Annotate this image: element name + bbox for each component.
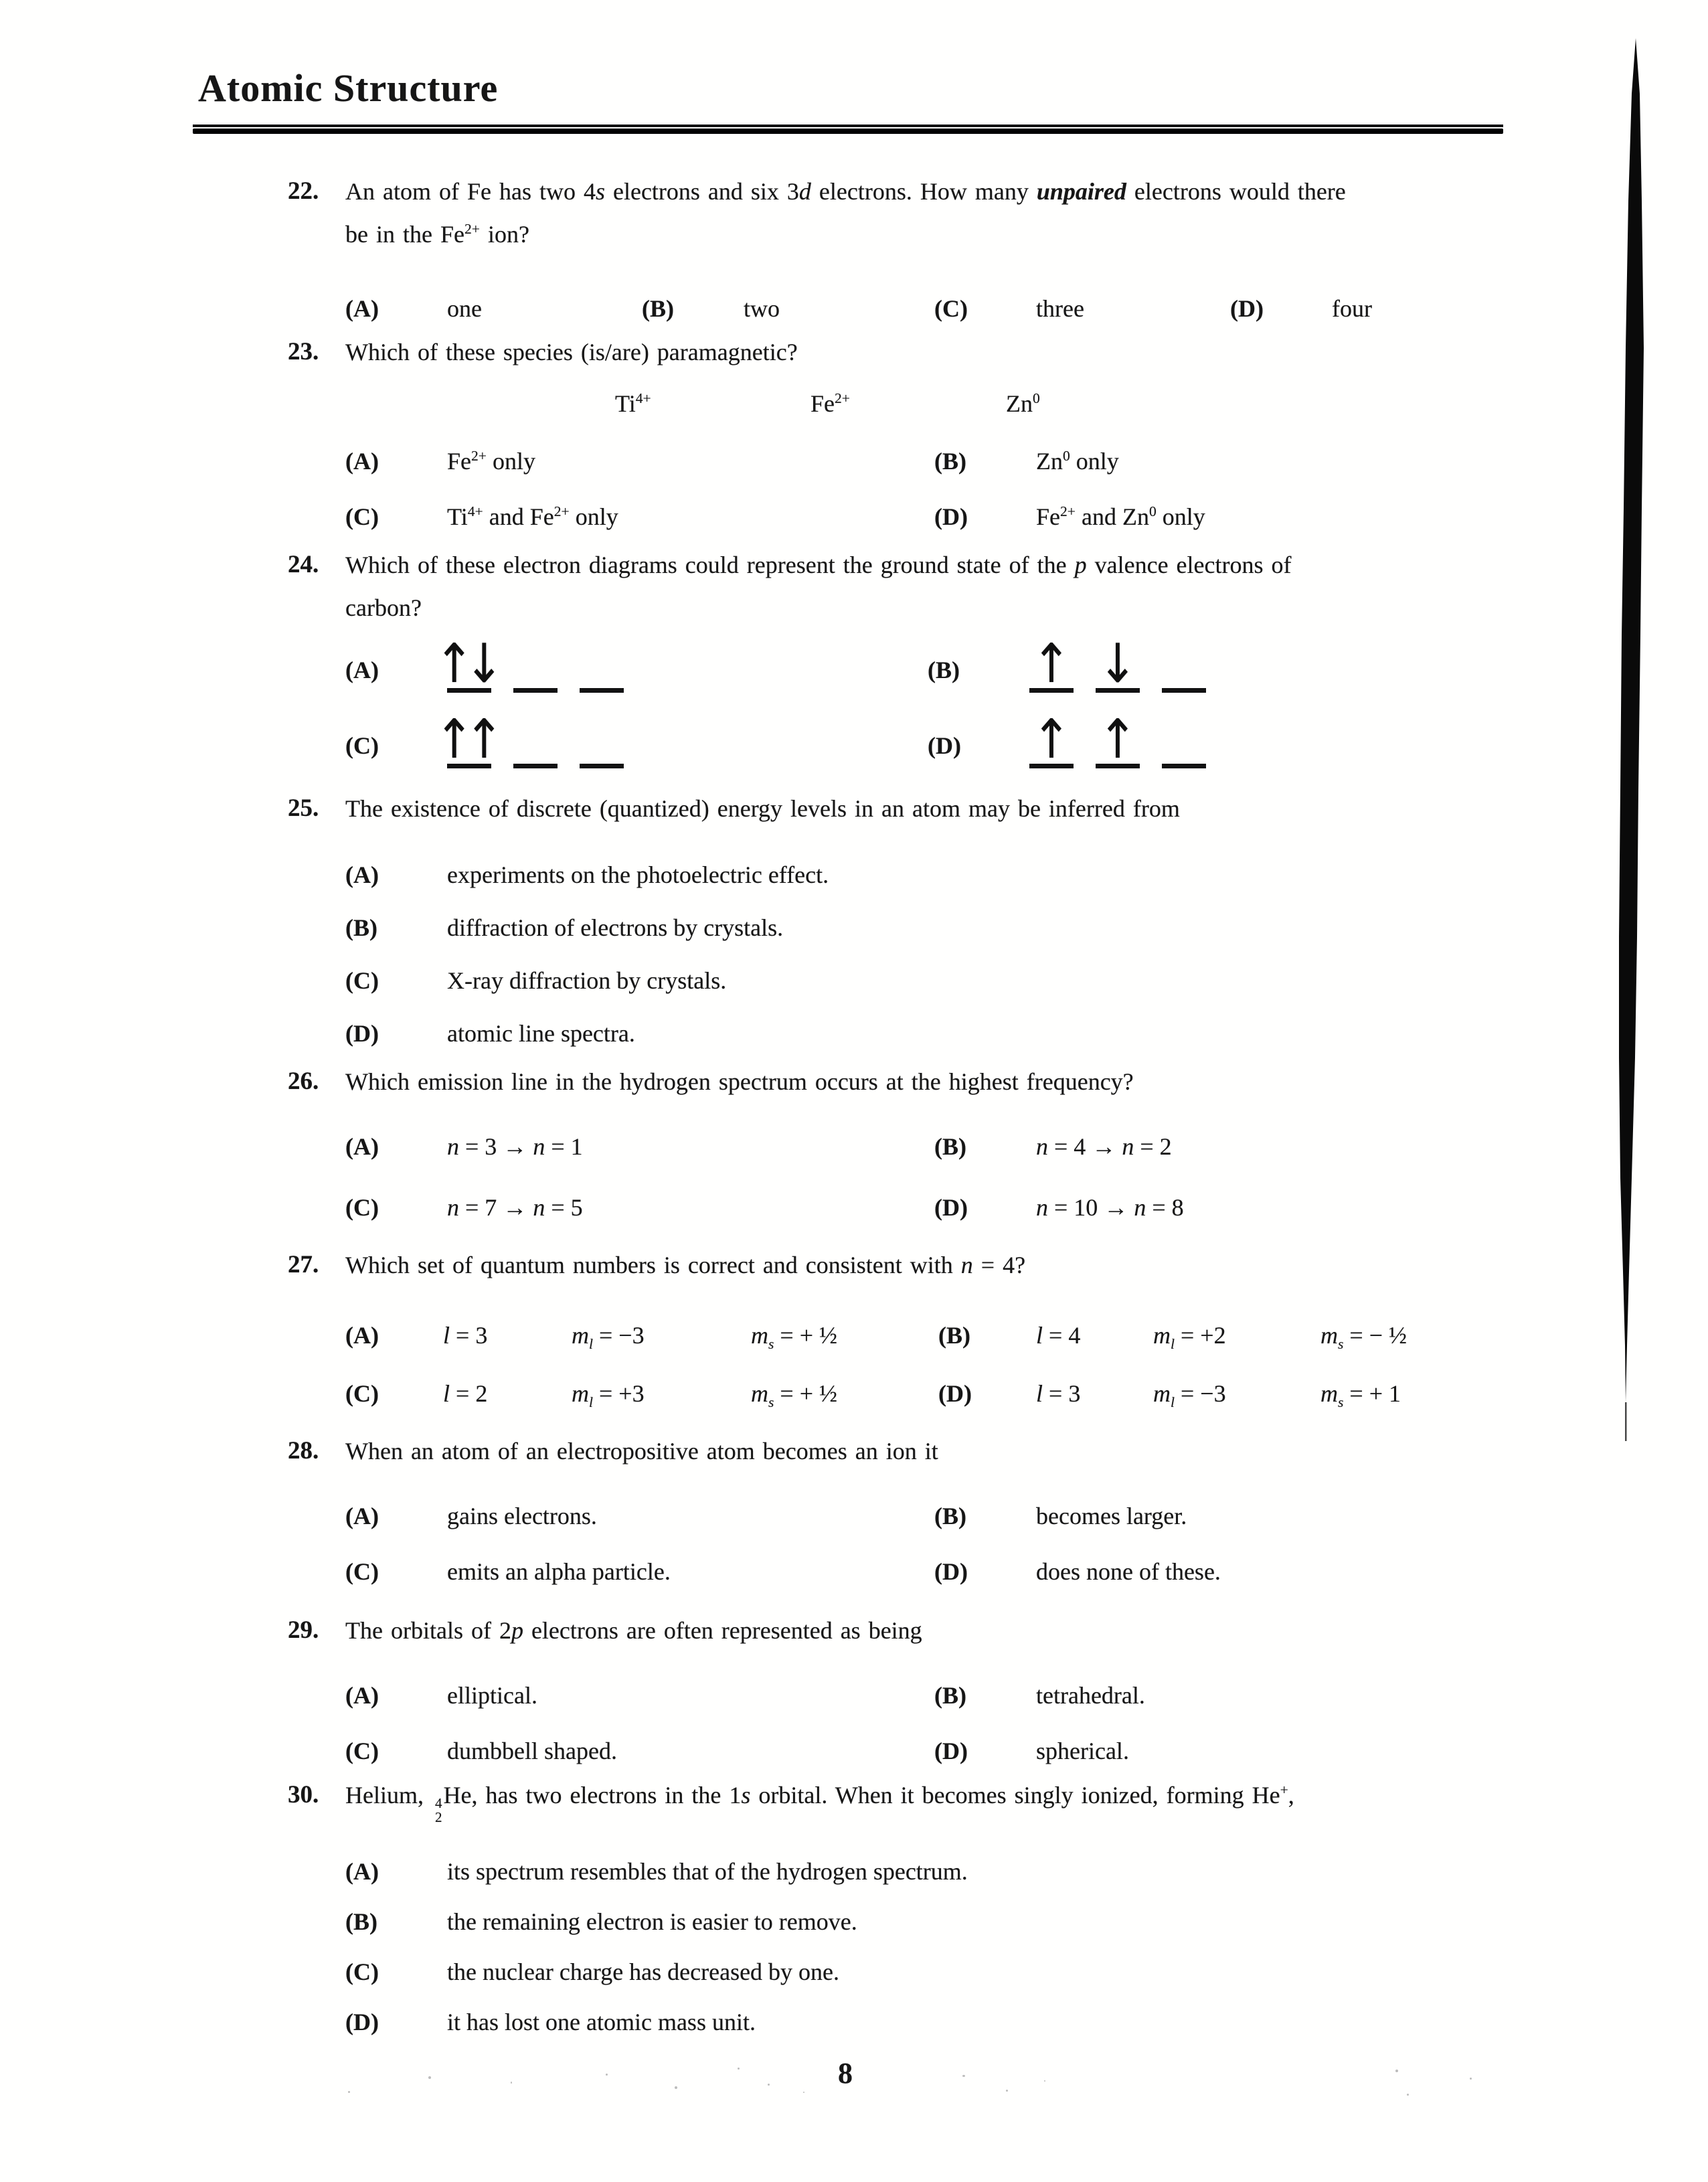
option-text-b: two (744, 295, 780, 322)
option-label-b: (B) (928, 657, 960, 683)
question-number: 28. (288, 1437, 319, 1464)
options-grid (345, 629, 1466, 771)
option-label-b: (B) (345, 914, 377, 941)
option-text-b: becomes larger. (1036, 1503, 1187, 1529)
option-label-d: (D) (934, 1558, 968, 1585)
question-text: Helium, 4 2 He, has two electrons in the 1s orbital. When it becomes singly ionized, forming He+, (345, 1782, 1294, 1826)
option-text-d: four (1332, 295, 1372, 322)
species-list (615, 390, 1466, 418)
option-text-d: spherical. (1036, 1738, 1129, 1764)
scan-speckle (803, 2092, 804, 2093)
option-label-d: (D) (934, 1738, 968, 1764)
option-text-a: gains electrons. (447, 1503, 597, 1529)
header-rule-thin-line (193, 124, 1503, 127)
option-text-b: diffraction of electrons by crystals. (447, 914, 784, 941)
option-b-l: l = 4 (1036, 1322, 1081, 1349)
scan-speckle (428, 2076, 431, 2079)
option-a-ms: $m_s$ = + ½ (751, 1322, 838, 1353)
scan-speckle (738, 2068, 740, 2070)
option-label-d: (D) (1230, 295, 1264, 322)
question-number: 27. (288, 1251, 319, 1278)
option-text-c: $Ti^{4+}$ and $Fe^{2+}$ only (447, 503, 618, 530)
option-label-c: (C) (345, 732, 379, 759)
species-fe: $Fe^{2+}$ (810, 390, 850, 417)
question-29 (288, 1609, 1466, 1767)
up-arrow-icon: ↑ (434, 632, 474, 695)
option-text-a: one (447, 295, 482, 322)
up-arrow-icon: ↑ (464, 707, 504, 771)
option-label-c: (C) (345, 1738, 379, 1764)
option-b-ml: $m_l = +2$ (1153, 1322, 1226, 1353)
options-grid (345, 1501, 1466, 1588)
option-text-b: tetrahedral. (1036, 1682, 1145, 1709)
option-text-b: n = 4 → n = 2 (1036, 1133, 1172, 1160)
option-label-a: (A) (345, 1682, 379, 1709)
option-label-b: (B) (934, 1133, 966, 1160)
header-rule-thick-line (193, 129, 1503, 134)
question-text: An atom of Fe has two 4s electrons and six 3d electrons. How many unpaired electrons would there be in the $Fe^{2+}$ ion? (345, 178, 1346, 248)
option-label-a: (A) (345, 1322, 379, 1349)
scan-speckle (1407, 2094, 1409, 2096)
question-text: When an atom of an electropositive atom becomes an ion it (345, 1438, 938, 1464)
option-label-d: (D) (938, 1380, 972, 1407)
option-d-l: l = 3 (1036, 1380, 1081, 1407)
option-text-d: it has lost one atomic mass unit. (447, 2008, 756, 2035)
options-grid (345, 1131, 1466, 1224)
scan-speckle (675, 2086, 677, 2089)
option-text-a: n = 3 → n = 1 (447, 1133, 583, 1160)
options-row (345, 293, 1466, 325)
question-number: 25. (288, 794, 319, 822)
page-title: Atomic Structure (198, 66, 499, 110)
up-arrow-icon: ↑ (1031, 632, 1072, 695)
option-label-a: (A) (345, 1503, 379, 1529)
down-arrow-icon: ↓ (1098, 632, 1138, 695)
option-text-c: dumbbell shaped. (447, 1738, 617, 1764)
question-text: The existence of discrete (quantized) energy levels in an atom may be inferred from (345, 795, 1180, 822)
orbital-slot (580, 629, 624, 693)
option-label-d: (D) (934, 1194, 968, 1221)
option-text-a: experiments on the photoelectric effect. (447, 861, 829, 888)
question-30 (288, 1774, 1466, 2038)
scan-speckle (606, 2074, 608, 2076)
option-label-c: (C) (345, 1558, 379, 1585)
option-c-ml: $m_l = +3$ (572, 1380, 645, 1411)
scan-speckle (962, 2075, 965, 2077)
option-label-b: (B) (938, 1322, 970, 1349)
option-label-c: (C) (934, 295, 968, 322)
orbital-slot (1096, 705, 1140, 771)
question-number: 26. (288, 1068, 319, 1095)
orbital-diagram-c (434, 705, 928, 771)
header-rule (193, 124, 1503, 134)
option-text-c: three (1036, 295, 1084, 322)
question-22 (288, 170, 1466, 325)
orbital-slot (434, 705, 504, 771)
question-27 (288, 1244, 1466, 1410)
option-text-d: does none of these. (1036, 1558, 1221, 1585)
option-label-a: (A) (345, 657, 379, 683)
orbital-slot (580, 705, 624, 768)
option-c-ms: $m_s$ = + ½ (751, 1380, 838, 1411)
question-text: Which of these electron diagrams could represent the ground state of the p valence electrons of carbon? (345, 552, 1292, 621)
option-label-c: (C) (345, 1380, 379, 1407)
question-25 (288, 787, 1466, 1050)
up-arrow-icon: ↑ (1098, 707, 1138, 771)
question-26 (288, 1060, 1466, 1224)
option-text-b: Zn$^0$ only (1036, 448, 1119, 475)
species-ti: $Ti^{4+}$ (615, 390, 651, 417)
scan-speckle (1044, 2080, 1045, 2082)
question-23 (288, 331, 1466, 533)
page-number: 8 (838, 2057, 853, 2090)
option-d-ml: $m_l = -3$ (1153, 1380, 1226, 1411)
orbital-slot (1029, 705, 1074, 771)
isotope-notation: 4 2 (434, 1795, 442, 1826)
question-number: 22. (288, 177, 319, 205)
species-zn: Zn$^0$ (1006, 390, 1040, 417)
option-text-c: emits an alpha particle. (447, 1558, 671, 1585)
option-label-a: (A) (345, 1133, 379, 1160)
options-grid (345, 446, 1466, 533)
question-text: Which emission line in the hydrogen spectrum occurs at the highest frequency? (345, 1068, 1134, 1095)
option-text-d: $Fe^{2+}$ and Zn$^0$ only (1036, 503, 1205, 530)
down-arrow-icon: ↓ (464, 632, 504, 695)
option-c-l: l = 2 (443, 1380, 488, 1407)
option-label-a: (A) (345, 448, 379, 475)
orbital-slot (1029, 629, 1074, 693)
option-b-ms: $m_s$ = − ½ (1320, 1322, 1407, 1353)
orbital-diagram-b (1029, 629, 1466, 693)
up-arrow-icon: ↑ (434, 707, 474, 771)
scan-speckle (348, 2091, 350, 2093)
option-label-b: (B) (642, 295, 674, 322)
option-label-b: (B) (934, 1682, 966, 1709)
option-text-b: the remaining electron is easier to remove. (447, 1908, 857, 1935)
option-label-c: (C) (345, 1958, 379, 1985)
option-text-d: atomic line spectra. (447, 1020, 635, 1047)
option-label-d: (D) (345, 1020, 379, 1047)
question-number: 30. (288, 1781, 319, 1809)
options-grid (345, 1856, 1466, 2038)
orbital-slot (1162, 705, 1206, 768)
option-label-c: (C) (345, 1194, 379, 1221)
option-a-l: l = 3 (443, 1322, 488, 1349)
option-label-b: (B) (934, 448, 966, 475)
question-text: Which of these species (is/are) paramagnetic? (345, 339, 798, 365)
option-label-d: (D) (928, 732, 961, 759)
option-text-a: $Fe^{2+}$ only (447, 448, 535, 475)
option-text-a: elliptical. (447, 1682, 537, 1709)
orbital-diagram-d (1029, 705, 1466, 771)
option-label-c: (C) (345, 503, 379, 530)
question-text: Which set of quantum numbers is correct and consistent with n = 4? (345, 1252, 1026, 1278)
scan-speckle (768, 2084, 770, 2086)
option-label-b: (B) (345, 1908, 377, 1935)
orbital-slot (513, 629, 558, 693)
orbital-diagram-a (434, 629, 928, 695)
option-a-ml: $m_l = -3$ (572, 1322, 645, 1353)
question-number: 29. (288, 1616, 319, 1644)
question-text: The orbitals of 2p electrons are often represented as being (345, 1617, 922, 1644)
question-28 (288, 1430, 1466, 1588)
options-grid (345, 859, 1466, 1050)
option-label-b: (B) (934, 1503, 966, 1529)
orbital-slot (1096, 629, 1140, 693)
options-grid (345, 1680, 1466, 1767)
option-label-c: (C) (345, 967, 379, 994)
orbital-slot (513, 705, 558, 768)
option-text-c: n = 7 → n = 5 (447, 1194, 583, 1221)
orbital-slot (1162, 629, 1206, 693)
scan-speckle (1006, 2090, 1008, 2092)
options-grid (345, 1320, 1466, 1410)
question-number: 23. (288, 338, 319, 365)
question-number: 24. (288, 551, 319, 578)
option-text-c: the nuclear charge has decreased by one. (447, 1958, 840, 1985)
option-label-d: (D) (345, 2008, 379, 2035)
option-label-a: (A) (345, 1857, 379, 1885)
scan-speckle (1470, 2078, 1472, 2080)
up-arrow-icon: ↑ (1031, 707, 1072, 771)
option-label-a: (A) (345, 861, 379, 888)
option-text-a: its spectrum resembles that of the hydrogen spectrum. (447, 1857, 968, 1885)
option-d-ms: $m_s$ = + 1 (1320, 1380, 1401, 1411)
scan-speckle (511, 2082, 512, 2084)
option-text-c: X-ray diffraction by crystals. (447, 967, 727, 994)
option-label-a: (A) (345, 295, 379, 322)
question-24 (288, 543, 1466, 771)
option-text-d: n = 10 → n = 8 (1036, 1194, 1184, 1221)
option-label-d: (D) (934, 503, 968, 530)
scan-speckle (1395, 2070, 1398, 2072)
orbital-slot (434, 629, 504, 695)
